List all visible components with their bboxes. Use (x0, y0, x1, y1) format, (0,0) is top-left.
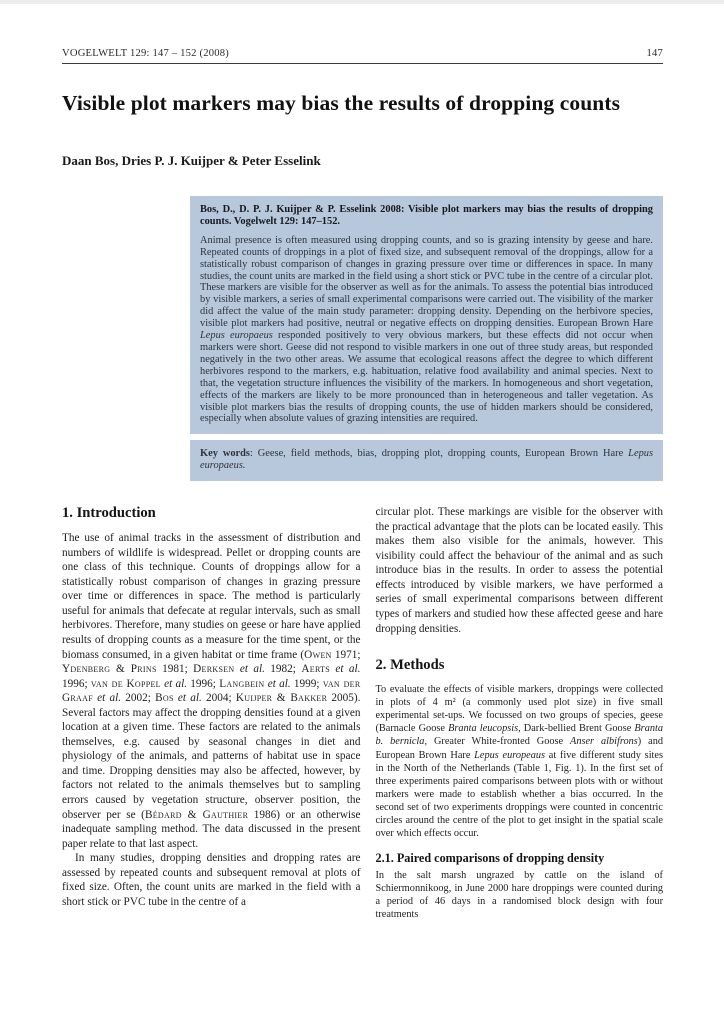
abstract-body: Animal presence is often measured using dropping counts, and so is grazing intensity by geese and hare. Repeated counts of droppings in a plot of fixed size, and subsequent removal of the droppings, allow for a statistically robust comparison of changes in grazing pressure over time or differences in space. In many studies, the count units are marked in the field using a short stick or PVC tube in the centre of a circular plot. These markers are visible for the observer as well as for the animals. To assess the potential bias introduced by visible markers, a series of small experimental comparisons were carried out. The visibility of the marker did affect the value of the main study parameter: dropping density. Depending on the herbivore species, visible plot markers had positive, neutral or negative effects on dropping densities. European Brown Hare Lepus europaeus responded positively to very obvious markers, but these effects did not occur when markers were short. Geese did not respond to visible markers in one out of three study areas, but responded negatively in the two other areas. We assume that ecological reasons affect the degree to which different herbivores respond to the markers, e.g. habituation, relative food availability and animal species. Next to that, the vegetation structure influences the visibility of the markers. In homogeneous and short vegetation, effects of the markers are likely to be more pronounced than in heterogeneous and taller vegetation. As visible plot markers bias the results of dropping counts, the use of hidden markers should be considered, especially when absolute values of grazing intensities are required. (200, 234, 653, 425)
journal-citation: VOGELWELT 129: 147 – 152 (2008) (62, 48, 229, 59)
introduction-paragraph-1: The use of animal tracks in the assessment of distribution and numbers of wildlife is widespread. Pellet or dropping counts are one class of this technique. Counts of droppings allow for a statistically robust comparison of changes in grazing pressure over time or differences in space. The method is particularly useful for animals that defecate at regular intervals, such as small herbivores. Therefore, many studies on geese or hare have applied results of dropping counts as a measure for the time spent, or the biomass consumed, in a given habitat or time frame (Owen 1971; Ydenberg & Prins 1981; Derksen et al. 1982; Aerts et al. 1996; van de Koppel et al. 1996; Langbein et al. 1999; van der Graaf et al. 2002; Bos et al. 2004; Kuijper & Bakker 2005). Several factors may affect the dropping densities found at a given location at a given time. These factors are related to the animals themselves, e.g. caused by seasonal changes in diet and physiology of the animals, and patterns of habitat use in space and time. Dropping densities may also be affected, however, by factors not related to the animals themselves but to sampling errors caused by vegetation structure, observer position, the observer per se (Bédard & Gauthier 1986) or an otherwise inadequate sampling method. The data discussed in the present paper relate to that last aspect. (62, 532, 361, 850)
column-left (62, 505, 360, 921)
column-gutter (360, 505, 375, 921)
introduction-paragraph-2-continued: circular plot. These markings are visible for the observer with the practical advantage that the plots can be located easily. This makes them also visible for the animals, however. This visibility could affect the behaviour of the animal and as such introduce bias in the results. In order to assess the potential effects introduced by visible markers, we have performed a series of small experimental comparisons between different types of markers and studied how these affected geese and hare dropping densities. (375, 506, 663, 635)
article-title: Visible plot markers may bias the results of dropping counts (62, 91, 621, 115)
page-top-edge (0, 0, 724, 4)
methods-paragraph-1: To evaluate the effects of visible markers, droppings were collected in plots of 4 m² (a commonly used plot size) in five small experimental set-ups. We focussed on two groups of species, geese (Barnacle Goose Branta leucopsis, Dark-bellied Brent Goose Branta b. bernicla, Greater White-fronted Goose Anser albifrons) and European Brown Hare Lepus europeaus at five different study sites in the North of the Netherlands (Table 1, Fig. 1). In the first set of three experiments paired comparisons between plots with or without markers were made to establish whether a bias occurred. In the second set of two experiments droppings were counted in concentric circles around the centre of the plot to get insight in the spatial scale over which effects occur. (375, 684, 664, 840)
subsection-heading-paired-comparisons: 2.1. Paired comparisons of dropping density (375, 851, 605, 866)
section-heading-methods: 2. Methods (375, 657, 445, 674)
body-columns (62, 505, 663, 921)
keywords-line: Key words: Geese, field methods, bias, dropping plot, dropping counts, European Brown Hare Lepus europaeus. (200, 448, 653, 472)
introduction-paragraph-2: In many studies, dropping densities and dropping rates are assessed by repeated counts and subsequent removal at plots of fixed size. Often, the count units are marked in the field with a short stick or PVC tube in the centre of a (62, 852, 361, 908)
methods-subsection-paragraph: In the salt marsh ungrazed by cattle on the island of Schiermonnikoog, in June 2000 hare droppings were counted during a period of 46 days in a randomised block design with four treatments (375, 870, 663, 921)
column-right (375, 505, 663, 921)
authors-line: Daan Bos, Dries P. J. Kuijper & Peter Esselink (62, 153, 321, 168)
section-heading-introduction: 1. Introduction (62, 505, 156, 522)
keywords-box (190, 440, 663, 481)
abstract-box (190, 196, 663, 434)
page-content (0, 48, 724, 922)
page-number: 147 (646, 48, 663, 59)
abstract-citation: Bos, D., D. P. J. Kuijper & P. Esselink 2008: Visible plot markers may bias the results of dropping counts. Vogelwelt 129: 147–152. (200, 204, 653, 227)
running-header (62, 48, 663, 64)
